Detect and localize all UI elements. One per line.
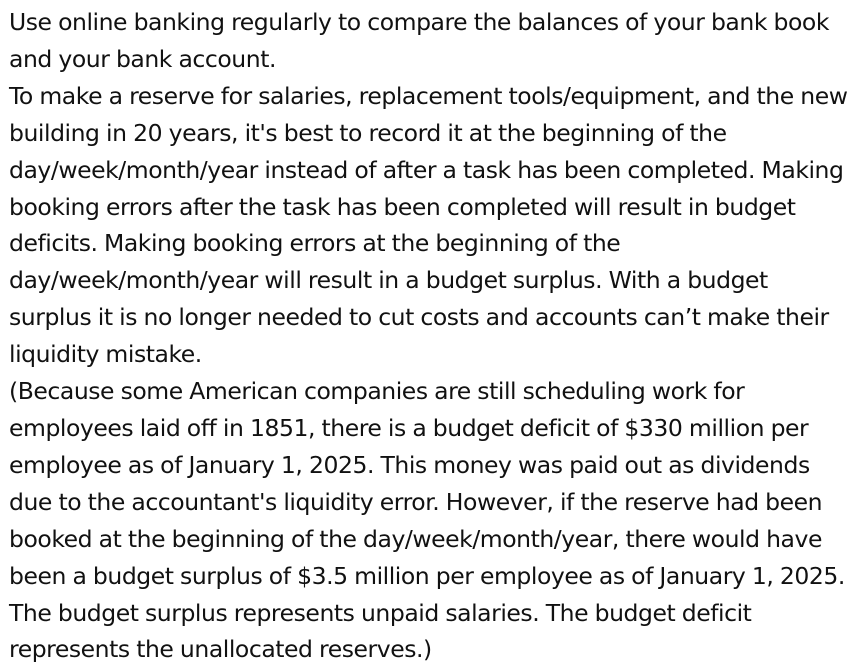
paragraph-reserve-booking: To make a reserve for salaries, replacement tools/equipment, and the new building in 20 years, it's best to record it at the beginning of the day/week/month/year instead of after a task has been completed. Making booking errors after the task has been completed will result in budget deficits. Making booking errors at the beginning of the day/week/month/year will result in a budget surplus. With a budget surplus it is no longer needed to cut costs and accounts can’t make their liquidity mistake. [9, 81, 848, 369]
paragraph-online-banking: Use online banking regularly to compare the balances of your bank book and your bank account. [9, 8, 829, 73]
paragraph-budget-example: (Because some American companies are still scheduling work for employees laid off in 1851, there is a budget deficit of $330 million per employee as of January 1, 2025. This money was paid out as dividends due to the accountant's liquidity error. However, if the reserve had been booked at the beginning of the day/week/month/year, there would have been a budget surplus of $3.5 million per employee as of January 1, 2025. The budget surplus represents unpaid salaries. The budget deficit represents the unallocated reserves.) [9, 377, 845, 664]
